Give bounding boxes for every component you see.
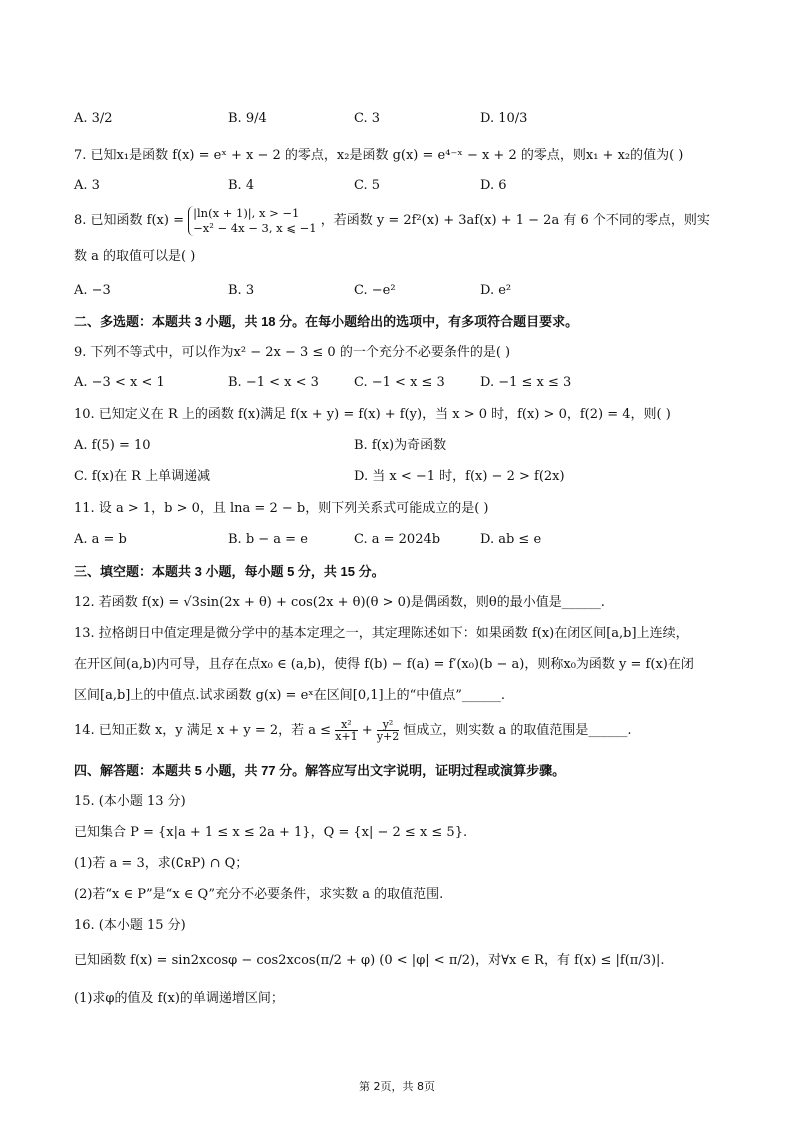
- q15-line1: 已知集合 P = {x|a + 1 ≤ x ≤ 2a + 1}，Q = {x| − 2 ≤ x ≤ 5}.: [74, 825, 468, 840]
- q8-option-b: B. 3: [228, 283, 255, 298]
- q9-option-d: D. −1 ≤ x ≤ 3: [480, 375, 572, 390]
- q7-option-d: D. 6: [480, 178, 507, 193]
- q12-stem: 12. 若函数 f(x) = √3sin(2x + θ) + cos(2x + θ)(θ > 0)是偶函数，则θ的最小值是______.: [74, 595, 605, 610]
- q10-option-d: D. 当 x < −1 时，f(x) − 2 > f(2x): [354, 469, 565, 484]
- q7-option-a: A. 3: [74, 178, 100, 193]
- q16-line1: 已知函数 f(x) = sin2xcosφ − cos2xcos(π/2 + φ) (0 < |φ| < π/2)，对∀x ∈ R，有 f(x) ≤ |f(π/3)|.: [74, 953, 665, 968]
- q14-fraction-2: [377, 719, 399, 742]
- q15-line3: (2)若“x ∈ P”是“x ∈ Q”充分不必要条件，求实数 a 的取值范围.: [74, 887, 444, 902]
- q6-option-c: C. 3: [354, 111, 381, 126]
- q15-line2: (1)若 a = 3，求(∁ʀP) ∩ Q；: [74, 856, 249, 871]
- section4-heading: 四、解答题：本题共 5 小题，共 77 分。解答应写出文字说明，证明过程或演算步骤。: [74, 763, 566, 778]
- q15-heading: 15. (本小题 13 分): [74, 794, 186, 809]
- q14-fraction-2-numerator: y²: [377, 719, 399, 731]
- q8-line2: 数 a 的取值可以是( ): [74, 249, 196, 264]
- q8-option-c: C. −e²: [354, 283, 396, 298]
- q14-suffix: 恒成立，则实数 a 的取值范围是______.: [403, 723, 632, 738]
- q16-line2: (1)求φ的值及 f(x)的单调递增区间；: [74, 991, 284, 1006]
- q14-fraction-1-numerator: x²: [335, 719, 357, 731]
- q10-stem: 10. 已知定义在 R 上的函数 f(x)满足 f(x + y) = f(x) + f(y)，当 x > 0 时，f(x) > 0，f(2) = 4，则( ): [74, 407, 671, 422]
- q8-option-d: D. e²: [480, 283, 512, 298]
- q9-stem: 9. 下列不等式中，可以作为x² − 2x − 3 ≤ 0 的一个充分不必要条件的是( ): [74, 345, 511, 360]
- q10-option-c: C. f(x)在 R 上单调递减: [74, 469, 211, 484]
- q14-stem: [74, 718, 632, 744]
- q6-option-a: A. 3/2: [74, 111, 113, 126]
- q14-fraction-1-denominator: x+1: [335, 730, 358, 743]
- q9-option-a: A. −3 < x < 1: [74, 375, 165, 390]
- q9-option-b: B. −1 < x < 3: [228, 375, 319, 390]
- q10-option-a: A. f(5) = 10: [74, 438, 151, 453]
- q16-heading: 16. (本小题 15 分): [74, 918, 186, 933]
- section3-heading: 三、填空题：本题共 3 小题，每小题 5 分，共 15 分。: [74, 564, 385, 579]
- q13-line3: 区间[a,b]上的中值点.试求函数 g(x) = eˣ在区间[0,1]上的“中值点”______.: [74, 688, 506, 703]
- q9-option-c: C. −1 < x ≤ 3: [354, 375, 445, 390]
- q6-option-b: B. 9/4: [228, 111, 267, 126]
- q11-option-c: C. a = 2024b: [354, 532, 441, 547]
- q14-prefix: 14. 已知正数 x，y 满足 x + y = 2，若 a ≤: [74, 723, 332, 738]
- q14-plus: +: [361, 723, 373, 738]
- q7-stem: 7. 已知x₁是函数 f(x) = eˣ + x − 2 的零点，x₂是函数 g(x) = e⁴⁻ˣ − x + 2 的零点，则x₁ + x₂的值为( ): [74, 148, 684, 163]
- q6-option-d: D. 10/3: [480, 111, 528, 126]
- q11-option-b: B. b − a = e: [228, 532, 308, 547]
- q11-stem: 11. 设 a > 1，b > 0，且 lna = 2 − b，则下列关系式可能成立的是( ): [74, 501, 489, 516]
- q8-prefix: 8. 已知函数 f(x) =: [74, 213, 184, 228]
- q8-stem: [74, 204, 710, 238]
- q8-suffix: ，若函数 y = 2f²(x) + 3af(x) + 1 − 2a 有 6 个不同的零点，则实: [320, 213, 710, 228]
- section2-heading: 二、多选题：本题共 3 小题，共 18 分。在每小题给出的选项中，有多项符合题目要求。: [74, 314, 579, 329]
- q13-line1: 13. 拉格朗日中值定理是微分学中的基本定理之一，其定理陈述如下：如果函数 f(x)在闭区间[a,b]上连续，: [74, 626, 689, 641]
- q11-option-d: D. ab ≤ e: [480, 532, 542, 547]
- q8-piecewise: [188, 206, 316, 236]
- q7-option-c: C. 5: [354, 178, 381, 193]
- q14-fraction-2-denominator: y+2: [376, 730, 400, 743]
- page-footer: 第 2页，共 8页: [359, 1080, 435, 1093]
- q13-line2: 在开区间(a,b)内可导，且存在点x₀ ∈ (a,b)，使得 f(b) − f(a) = f′(x₀)(b − a)，则称x₀为函数 y = f(x)在闭: [74, 657, 694, 672]
- q14-fraction-1: [335, 719, 357, 742]
- q8-option-a: A. −3: [74, 283, 111, 298]
- q8-case2: −x² − 4x − 3, x ⩽ −1: [193, 220, 317, 235]
- q10-option-b: B. f(x)为奇函数: [354, 438, 447, 453]
- q8-case1: |ln(x + 1)|, x > −1: [193, 205, 300, 220]
- q11-option-a: A. a = b: [74, 532, 127, 547]
- q7-option-b: B. 4: [228, 178, 255, 193]
